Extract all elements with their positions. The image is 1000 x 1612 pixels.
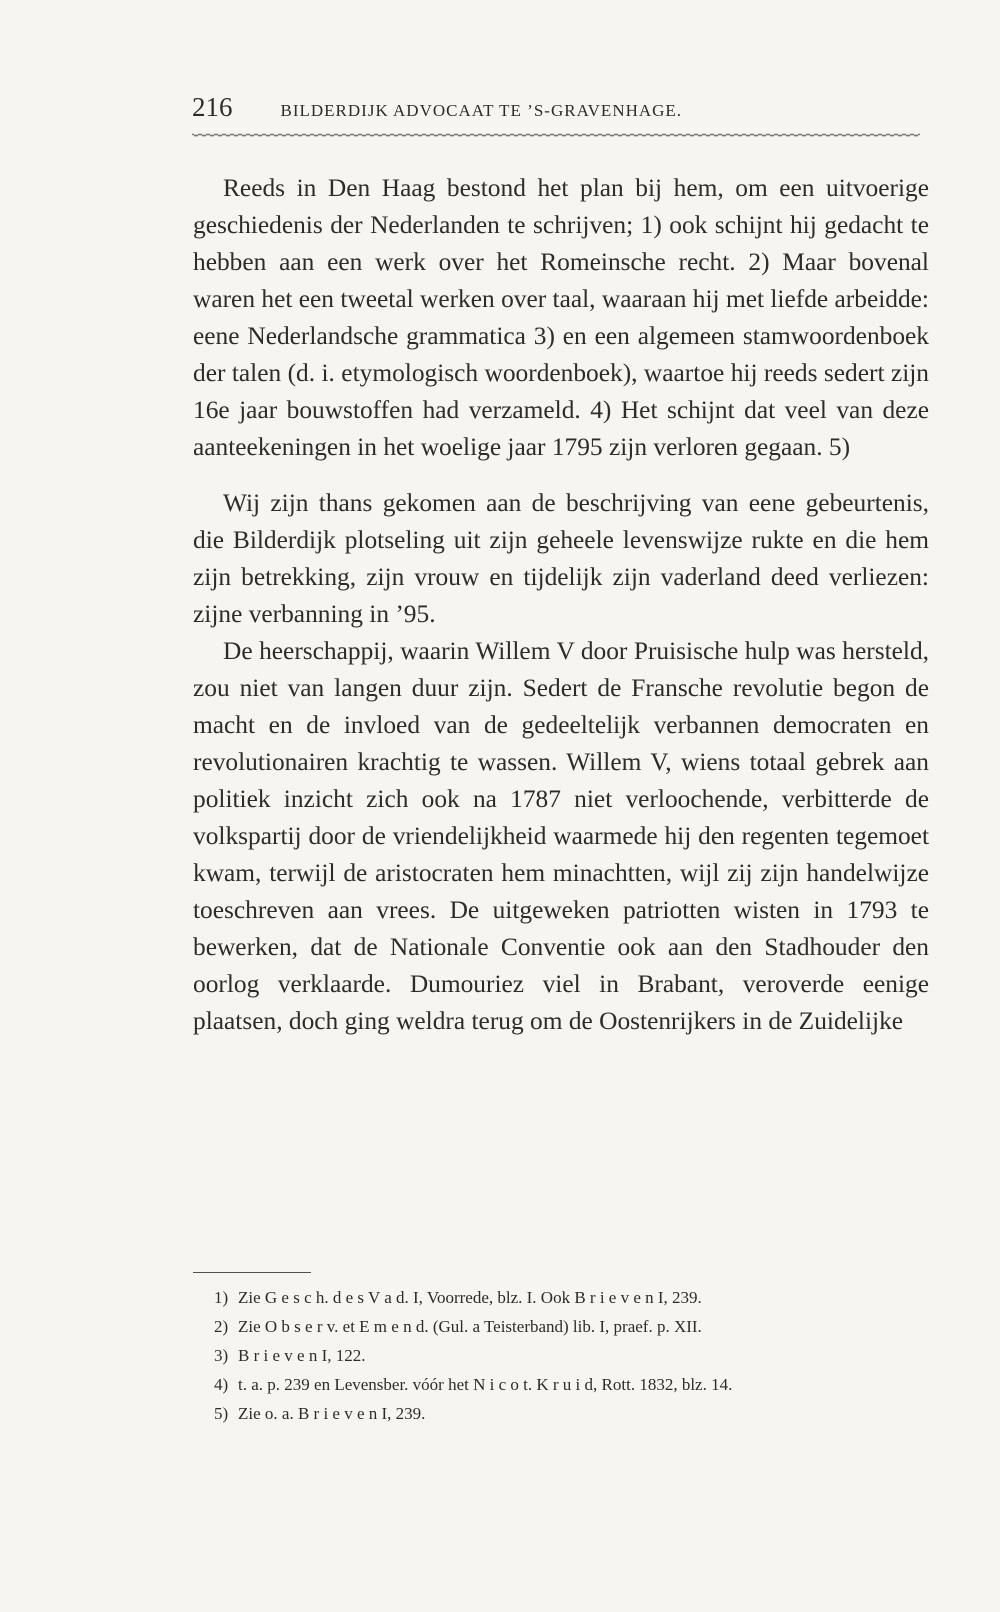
paragraph: Wij zijn thans gekomen aan de beschrijving van eene gebeurtenis, die Bilderdijk plotseling uit zijn geheele levenswijze rukte en die hem zijn betrekking, zijn vrouw en tijdelijk zijn vaderland deed verliezen: zijne verbanning in ’95. xyxy=(193,489,929,628)
page-header xyxy=(192,92,920,123)
paragraph: Reeds in Den Haag bestond het plan bij hem, om een uitvoerige geschiedenis der Nederlanden te schrijven; 1) ook schijnt hij gedacht te hebben aan een werk over het Romeinsche recht. 2) Maar bovenal waren het een tweetal werken over taal, waaraan hij met liefde arbeidde: eene Nederlandsche grammatica 3) en een algemeen stamwoordenboek der talen (d. i. etymologisch woordenboek), waartoe hij reeds sedert zijn 16e jaar bouwstoffen had verzameld. 4) Het schijnt dat veel van deze aanteekeningen in het woelige jaar 1795 zijn verloren gegaan. 5) xyxy=(193,174,929,461)
footnote: 4) t. a. p. 239 en Levensber. vóór het N i c o t. K r u i d, Rott. 1832, blz. 14. xyxy=(214,1375,733,1394)
footnote: 3) B r i e v e n I, 122. xyxy=(214,1346,366,1365)
header-wavy-rule xyxy=(192,132,920,138)
footnote: 1) Zie G e s c h. d e s V a d. I, Voorrede, blz. I. Ook B r i e v e n I, 239. xyxy=(214,1288,702,1307)
running-title: BILDERDIJK ADVOCAAT TE ’S-GRAVENHAGE. xyxy=(280,101,683,120)
body-text xyxy=(193,170,929,1040)
footnotes xyxy=(214,1283,934,1428)
footnote-separator xyxy=(193,1272,311,1273)
paragraph: De heerschappij, waarin Willem V door Pruisische hulp was hersteld, zou niet van langen duur zijn. Sedert de Fransche revolutie begon de macht en de invloed van de gedeeltelijk verbannen democraten en revolutionairen krachtig te wassen. Willem V, wiens totaal gebrek aan politiek inzicht zich ook na 1787 niet verloochende, verbitterde de volkspartij door de vriendelijkheid waarmede hij den regenten tegemoet kwam, terwijl de aristocraten hem minachtten, wijl zij zijn handelwijze toeschreven aan vrees. De uitgeweken patriotten wisten in 1793 te bewerken, dat de Nationale Conventie ook aan den Stadhouder den oorlog verklaarde. Dumouriez viel in Brabant, veroverde eenige plaatsen, doch ging weldra terug om de Oostenrijkers in de Zuidelijke xyxy=(193,637,929,1035)
footnote: 5) Zie o. a. B r i e v e n I, 239. xyxy=(214,1404,426,1423)
footnote: 2) Zie O b s e r v. et E m e n d. (Gul. a Teisterband) lib. I, praef. p. XII. xyxy=(214,1317,702,1336)
page-number: 216 xyxy=(192,92,233,122)
